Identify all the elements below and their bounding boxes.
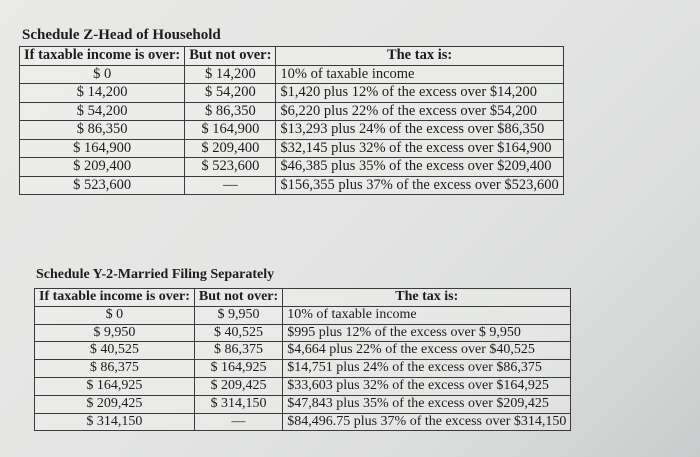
cell-not-over: $ 209,400 <box>185 139 276 158</box>
schedule-z-title: Schedule Z-Head of Household <box>22 27 221 43</box>
cell-over: $ 314,150 <box>35 413 195 431</box>
cell-not-over: $ 14,200 <box>185 65 276 84</box>
cell-over: $ 209,400 <box>20 158 185 177</box>
header-tax: The tax is: <box>283 289 571 307</box>
table-row <box>35 342 571 360</box>
table-row <box>35 306 571 324</box>
cell-over: $ 0 <box>20 65 185 84</box>
cell-tax: $6,220 plus 22% of the excess over $54,200 <box>276 102 563 121</box>
table-header-row <box>20 47 564 66</box>
schedule-y2-table <box>34 288 571 431</box>
table-row <box>20 121 564 140</box>
cell-tax: $32,145 plus 32% of the excess over $164,900 <box>276 139 563 158</box>
cell-not-over: $ 86,350 <box>185 102 276 121</box>
cell-over: $ 86,375 <box>35 360 195 378</box>
cell-over: $ 86,350 <box>20 121 185 140</box>
schedule-z-table <box>19 46 564 195</box>
cell-over: $ 209,425 <box>35 395 195 413</box>
table-row <box>20 102 564 121</box>
table-row <box>35 324 571 342</box>
cell-not-over: $ 164,900 <box>185 121 276 140</box>
header-over: If taxable income is over: <box>35 289 195 307</box>
cell-tax: $156,355 plus 37% of the excess over $523,600 <box>276 176 563 195</box>
table-row <box>35 413 571 431</box>
cell-over: $ 14,200 <box>20 84 185 103</box>
cell-over: $ 164,900 <box>20 139 185 158</box>
cell-not-over: $ 314,150 <box>194 395 282 413</box>
cell-tax: $14,751 plus 24% of the excess over $86,375 <box>283 360 571 378</box>
cell-tax: 10% of taxable income <box>283 306 571 324</box>
table-row <box>35 360 571 378</box>
table-row <box>35 395 571 413</box>
cell-tax: $13,293 plus 24% of the excess over $86,350 <box>276 121 563 140</box>
cell-not-over: $ 164,925 <box>194 360 282 378</box>
cell-not-over: $ 9,950 <box>194 306 282 324</box>
cell-not-over: $ 54,200 <box>185 84 276 103</box>
table-row <box>20 84 564 103</box>
cell-over: $ 523,600 <box>20 176 185 195</box>
table-row <box>20 65 564 84</box>
header-not-over: But not over: <box>194 289 282 307</box>
cell-over: $ 164,925 <box>35 377 195 395</box>
cell-tax: 10% of taxable income <box>276 65 563 84</box>
cell-not-over: $ 523,600 <box>185 158 276 177</box>
cell-not-over: — <box>185 176 276 195</box>
cell-tax: $1,420 plus 12% of the excess over $14,200 <box>276 84 563 103</box>
cell-tax: $46,385 plus 35% of the excess over $209,400 <box>276 158 563 177</box>
cell-tax: $33,603 plus 32% of the excess over $164,925 <box>283 377 571 395</box>
cell-not-over: $ 40,525 <box>194 324 282 342</box>
table-row <box>20 176 564 195</box>
header-over: If taxable income is over: <box>20 47 185 66</box>
table-row <box>20 139 564 158</box>
table-header-row <box>35 289 571 307</box>
table-row <box>20 158 564 177</box>
header-not-over: But not over: <box>185 47 276 66</box>
cell-over: $ 9,950 <box>35 324 195 342</box>
schedule-y2-title: Schedule Y-2-Married Filing Separately <box>36 267 275 282</box>
cell-tax: $4,664 plus 22% of the excess over $40,525 <box>283 342 571 360</box>
cell-not-over: — <box>194 413 282 431</box>
cell-tax: $47,843 plus 35% of the excess over $209,425 <box>283 395 571 413</box>
cell-not-over: $ 209,425 <box>194 377 282 395</box>
cell-over: $ 0 <box>35 306 195 324</box>
cell-over: $ 54,200 <box>20 102 185 121</box>
cell-tax: $84,496.75 plus 37% of the excess over $314,150 <box>283 413 571 431</box>
cell-over: $ 40,525 <box>35 342 195 360</box>
header-tax: The tax is: <box>276 47 563 66</box>
cell-tax: $995 plus 12% of the excess over $ 9,950 <box>283 324 571 342</box>
table-row <box>35 377 571 395</box>
cell-not-over: $ 86,375 <box>194 342 282 360</box>
